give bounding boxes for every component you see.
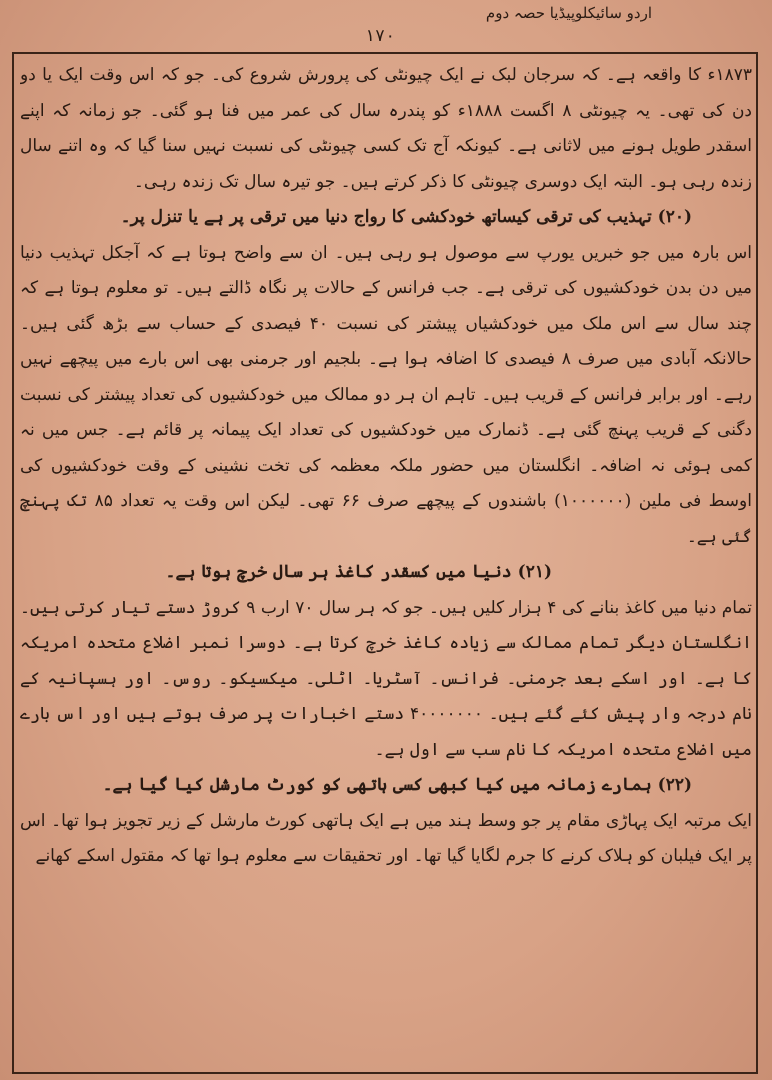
running-header: اردو سائیکلوپیڈیا حصہ دوم	[485, 4, 652, 22]
section-22-heading: (۲۲) ہمارے زمانہ میں کیا کبھی کسی ہاتھی کو کورٹ مارشل کیا گیا ہے۔	[102, 775, 692, 795]
text-body	[20, 58, 752, 1070]
section-22-body: ایک مرتبہ ایک پہاڑی مقام پر جو وسط ہند میں ہے ایک ہاتھی کورٹ مارشل کے زیر تجویز ہوا تھا۔ اس پر ایک فیلبان کو ہلاک کرنے کا جرم لگایا گیا تھا۔ اور تحقیقات سے معلوم ہوا تھا کہ مقتول اسکے کھانے	[20, 810, 752, 866]
page-number: ۱۷۰	[364, 26, 396, 46]
intro-paragraph: ۱۸۷۳ء کا واقعہ ہے۔ کہ سرجان لبک نے ایک چیونٹی کی پرورش شروع کی۔ جو کہ اس وقت ایک یا دو دن کی تھی۔ یہ چیونٹی ۸ اگست ۱۸۸۸ء کو پندرہ سال کی عمر میں فنا ہو گئی۔ جو زمانہ کہ اپنے اسقدر طویل ہونے میں لاثانی ہے۔ کیونکہ آج تک کسی چیونٹی کی نسبت نہیں سنا گیا کہ وہ اتنے سال زندہ رہی ہو۔ البتہ ایک دوسری چیونٹی کا ذکر کرتے ہیں۔ جو تیرہ سال تک زندہ رہی۔	[20, 65, 752, 192]
section-20-heading: (۲۰) تہذیب کی ترقی کیساتھ خودکشی کا رواج دنیا میں ترقی پر ہے یا تنزل پر۔	[120, 207, 692, 227]
section-21-heading: (۲۱) دنیا میں کسقدر کاغذ ہر سال خرچ ہوتا ہے۔	[165, 562, 552, 582]
section-20-body: اس بارہ میں جو خبریں یورپ سے موصول ہو رہی ہیں۔ ان سے واضح ہوتا ہے کہ آجکل تہذیب دنیا میں دن بدن خودکشیوں کی ترقی ہے۔ جب فرانس کے حالات پر نگاہ ڈالتے ہیں۔ تو معلوم ہوتا ہے کہ چند سال سے اس ملک میں خودکشیاں پیشتر کی نسبت ۴۰ فیصدی کے حساب سے بڑھ گئی ہیں۔ حالانکہ آبادی میں صرف ۸ فیصدی کا اضافہ ہوا ہے۔ بلجیم اور جرمنی بھی اس بارے میں پیچھے نہیں رہے۔ اور برابر فرانس کے قریب ہیں۔ تاہم ان ہر دو ممالک میں خودکشیوں کی تعداد پیشتر کی نسبت دگنی کے قریب پہنچ گئی ہے۔ ڈنمارک میں خودکشیوں کی تعداد ایک پیمانہ پر قائم ہے۔ جس میں نہ کمی ہوئی نہ اضافہ۔ انگلستان میں حضور ملکہ معظمہ کی تخت نشینی کے وقت خودکشیوں کی اوسط فی ملین (۱۰۰۰۰۰۰) باشندوں کے پیچھے صرف ۶۶ تھی۔ لیکن اس وقت یہ تعداد ۸۵ تک پہنچ گئی ہے۔	[20, 242, 752, 547]
section-21-body: تمام دنیا میں کاغذ بنانے کی ۴ ہزار کلیں ہیں۔ جو کہ ہر سال ۷۰ ارب ۹ کروڑ دستے تیار کرتی ہیں۔ انگلستان دیگر تمام ممالک سے زیادہ کاغذ خرچ کرتا ہے۔ دوسرا نمبر اضلاع متحدہ امریکہ کا ہے۔ اور اسکے بعد جرمنی۔ فرانس۔ آسٹریا۔ اٹلی۔ میکسیکو۔ روس۔ اور ہسپانیہ کے نام درجہ وار پیش کئے گئے ہیں۔ ۴۰۰۰۰۰۰۰ دستے اخبارات پر صرف ہوتے ہیں اور اس بارے میں اضلاع متحدہ امریکہ کا نام سب سے اول ہے۔	[20, 597, 752, 760]
